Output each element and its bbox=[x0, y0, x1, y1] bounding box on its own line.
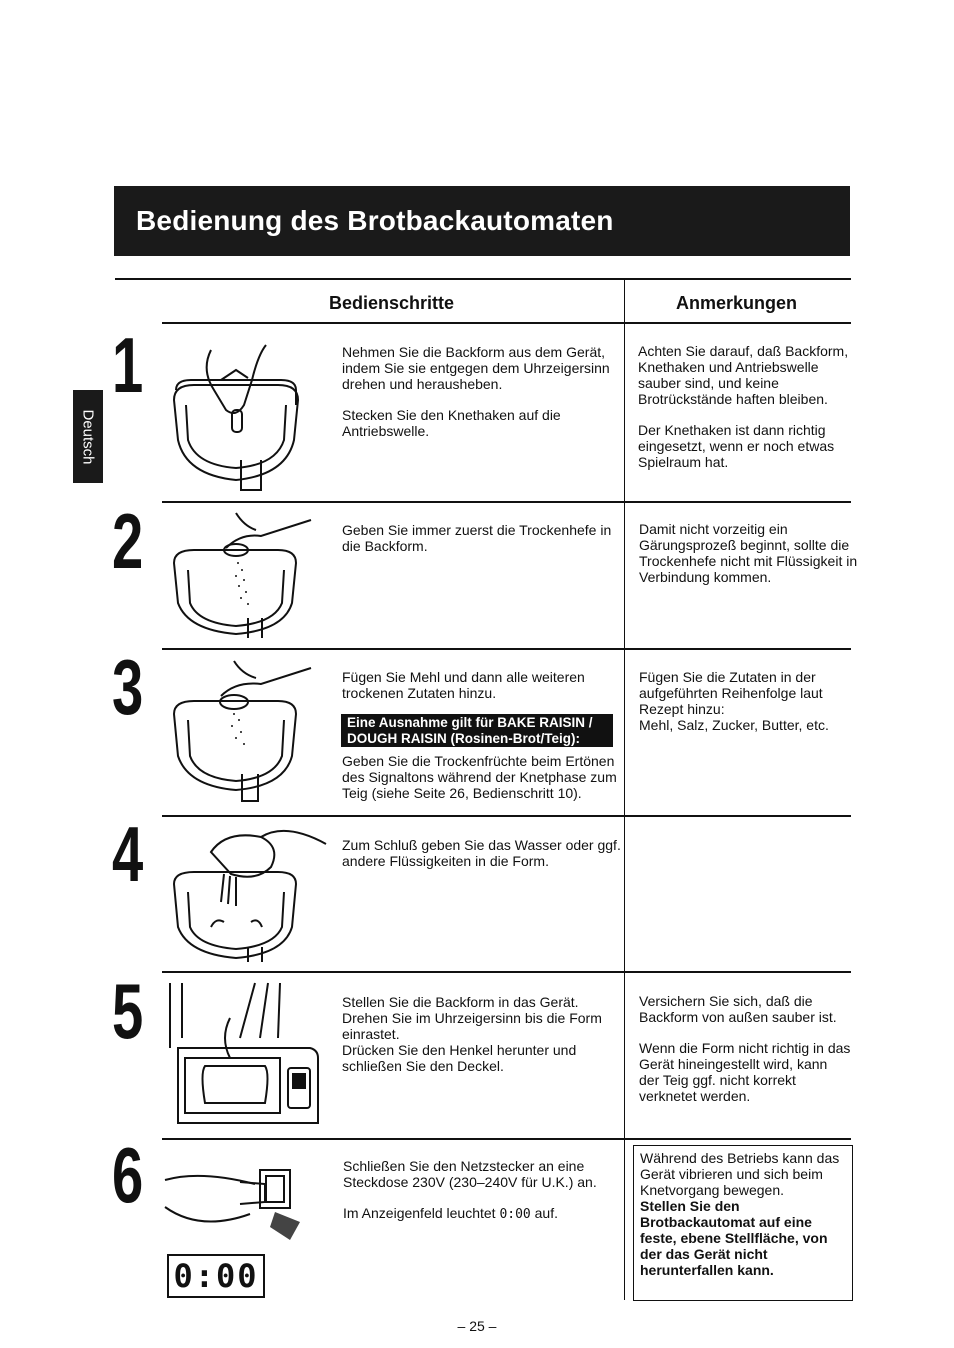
step-5-notes bbox=[639, 993, 851, 1119]
column-header-notes: Anmerkungen bbox=[676, 293, 798, 313]
step-3-notes bbox=[639, 669, 851, 748]
illustration-water bbox=[166, 822, 331, 964]
step-2-text-1: Geben Sie immer zuerst die Trockenhefe in die Backform. bbox=[342, 522, 612, 554]
step-6-note-1: Während des Betriebs kann das Gerät vibrieren und sich beim Knetvorgang bewegen. bbox=[640, 1150, 840, 1198]
step-2-notes bbox=[639, 521, 859, 600]
illustration-kneading-blade bbox=[166, 340, 306, 495]
step-2-instructions bbox=[342, 522, 617, 569]
step-6-text-2-suffix: auf. bbox=[534, 1205, 558, 1221]
step-2-note-1: Damit nicht vorzeitig ein Gärungsprozeß beginnt, sollte die Trockenhefe nicht mit Flüssigkeit in Verbindung kommen. bbox=[639, 521, 858, 585]
step-3-note-2: Mehl, Salz, Zucker, Butter, etc. bbox=[639, 717, 829, 733]
step-3-text-1: Fügen Sie Mehl und dann alle weiteren trockenen Zutaten hinzu. bbox=[342, 669, 585, 701]
row-rule-5 bbox=[162, 1138, 851, 1140]
step-5-instructions bbox=[342, 994, 622, 1089]
step-6-note-bold: Stellen Sie den Brotbackautomat auf eine feste, ebene Stellfläche, von der das Gerät nicht herunterfallen kann. bbox=[640, 1198, 828, 1278]
step-number-3: 3 bbox=[112, 643, 144, 731]
step-1-note-2: Der Knethaken ist dann richtig eingesetzt, wenn er noch etwas Spielraum hat. bbox=[638, 422, 835, 470]
step-number-1: 1 bbox=[112, 321, 144, 409]
illustration-yeast bbox=[166, 508, 316, 640]
page-number: – 25 – bbox=[457, 1318, 497, 1334]
step-3-note-1: Fügen Sie die Zutaten in der aufgeführten Reihenfolge laut Rezept hinzu: bbox=[639, 669, 823, 717]
step-5-text-1: Stellen Sie die Backform in das Gerät. bbox=[342, 994, 579, 1010]
table-top-rule bbox=[115, 278, 851, 280]
illustration-machine bbox=[160, 978, 325, 1133]
step-4-text-1: Zum Schluß geben Sie das Wasser oder ggf. andere Flüssigkeiten in die Form. bbox=[342, 837, 621, 869]
step-3-text-2: Geben Sie die Trockenfrüchte beim Ertönen des Signaltons während der Knetphase zum Teig (siehe Seite 26, Bedienschritt 10). bbox=[342, 753, 617, 801]
row-rule-4 bbox=[162, 971, 851, 973]
step-3-instructions bbox=[342, 669, 617, 716]
step-6-text-2 bbox=[343, 1205, 623, 1223]
step-number-6: 6 bbox=[112, 1131, 144, 1219]
step-3-exception-highlight: Eine Ausnahme gilt für BAKE RAISIN / DOUGH RAISIN (Rosinen-Brot/Teig): bbox=[341, 714, 613, 747]
language-tab-label: Deutsch bbox=[79, 408, 97, 465]
illustration-plug bbox=[160, 1152, 305, 1242]
step-3-instructions-continued bbox=[342, 753, 620, 816]
header-rule bbox=[162, 322, 851, 324]
row-rule-1 bbox=[162, 501, 851, 503]
language-tab bbox=[73, 390, 103, 483]
display-value-inline: 0:00 bbox=[499, 1207, 531, 1222]
step-6-warning-box bbox=[633, 1145, 853, 1301]
step-1-notes bbox=[638, 343, 850, 485]
step-1-text-2: Stecken Sie den Knethaken auf die Antriebswelle. bbox=[342, 407, 561, 439]
step-6-text-1: Schließen Sie den Netzstecker an eine Steckdose 230V (230–240V für U.K.) an. bbox=[343, 1158, 597, 1190]
step-4-instructions bbox=[342, 837, 622, 884]
display-panel: 0:00 bbox=[167, 1254, 265, 1298]
illustration-flour bbox=[166, 656, 316, 806]
step-number-2: 2 bbox=[112, 497, 144, 585]
column-header-steps: Bedienschritte bbox=[329, 293, 455, 313]
column-divider bbox=[624, 280, 625, 1300]
page-title: Bedienung des Brotbackautomaten bbox=[136, 205, 614, 236]
step-5-text-2: Drehen Sie im Uhrzeigersinn bis die Form einrastet. bbox=[342, 1010, 602, 1042]
step-1-text-1: Nehmen Sie die Backform aus dem Gerät, indem Sie sie entgegen dem Uhrzeigersinn drehen und herausheben. bbox=[342, 344, 610, 392]
step-5-note-1: Versichern Sie sich, daß die Backform von außen sauber ist. bbox=[639, 993, 837, 1025]
step-5-text-3: Drücken Sie den Henkel herunter und schließen Sie den Deckel. bbox=[342, 1042, 577, 1074]
step-6-instructions bbox=[343, 1158, 623, 1238]
step-1-note-1: Achten Sie darauf, daß Backform, Knethaken und Antriebswelle sauber sind, und keine Brotrückstände haften bleiben. bbox=[638, 343, 849, 407]
row-rule-2 bbox=[162, 648, 851, 650]
title-banner bbox=[114, 186, 850, 256]
step-1-instructions bbox=[342, 344, 617, 454]
step-number-5: 5 bbox=[112, 967, 144, 1055]
step-number-4: 4 bbox=[112, 810, 144, 898]
step-6-text-2-prefix: Im Anzeigenfeld leuchtet bbox=[343, 1205, 496, 1221]
step-5-note-2: Wenn die Form nicht richtig in das Gerät hineingestellt wird, kann der Teig ggf. nicht korrekt verknetet werden. bbox=[639, 1040, 851, 1104]
